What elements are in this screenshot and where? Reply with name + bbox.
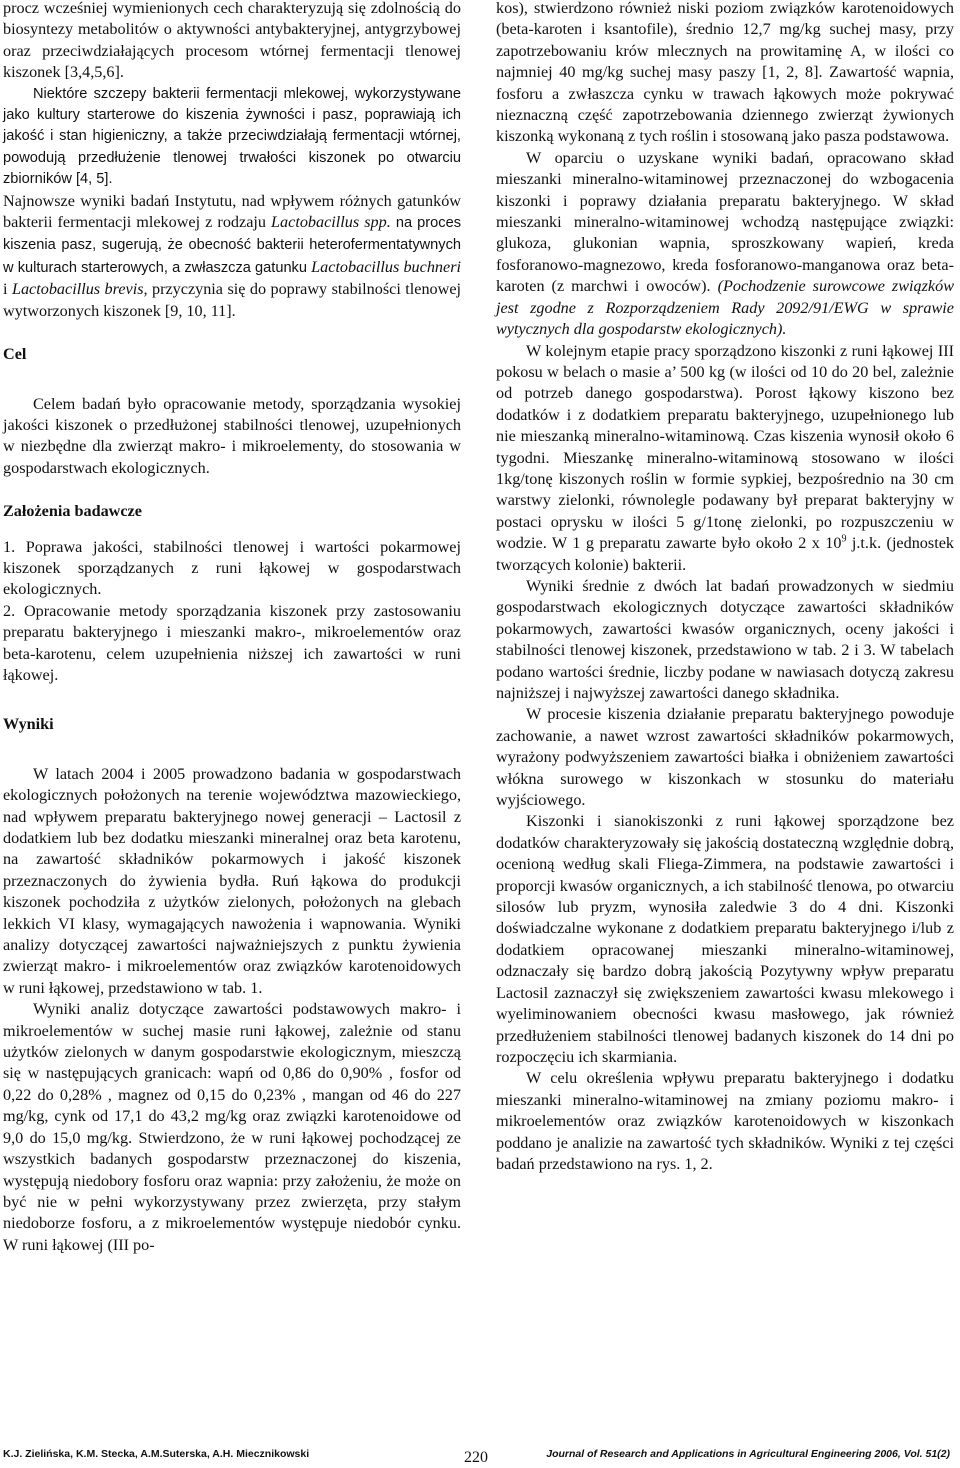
species-name: Lactobacillus brevis, (11, 280, 148, 299)
regulation-note: (Pochodzenie surowcowe związków jest zgodne z Rozporządzeniem Rady 2092/91/EWG w sprawie wytycznych dla gospodarstw ekologicznych). (496, 277, 954, 339)
paragraph-carotenoids: kos), stwierdzono również niski poziom związków karotenoidowych (beta-karoten i ksantofile), średnio 12,7 mg/kg suchej masy, przy zapotrzebowaniu krów mlecznych na prowitaminę A, w ilości co najmniej 40 mg/kg suchej masy paszy [1, 2, 8]. Zawartość wapnia, fosforu a zwłaszcza cynku w trawach łąkowych może pokrywać nieznaczną część zapotrzebowania dziennego zwierząt żywionych kiszonką wykonaną z tych roślin i stosowaną jako pasza podstawowa. (496, 0, 954, 146)
assumption-2: 2. Opracowanie metody sporządzania kiszonek przy zastosowaniu preparatu bakteryjnego i mieszanki makro-, mikroelementów oraz beta-karotenu, celem uzupełnienia niższej ich zawartości w runi łąkowej. (3, 601, 461, 684)
species-name: Lactobacillus spp. (271, 213, 391, 232)
heading-wyniki: Wyniki (3, 715, 54, 734)
page-footer (0, 1440, 960, 1468)
assumption-1: 1. Poprawa jakości, stabilności tlenowej i wartości pokarmowej kiszonek sporządzanych z runi łąkowej w gospodarstwach ekologicznych. (3, 537, 461, 599)
paragraph-starter-cultures: Niektóre szczepy bakterii fermentacji mlekowej, wykorzystywane jako kultury starterowe do kiszenia żywności i pasz, poprawiają ich jakość i stan higieniczny, a także przeciwdziałają fermentacji wtórnej, powodują przedłużenie tlenowej trwałości kiszonek po otwarciu zbiorników [4, 5]. (3, 85, 461, 188)
text-segment: j.t.k. (jednostek tworzących kolonie) bakterii. (496, 534, 954, 574)
text-segment: i (3, 280, 12, 299)
paragraph-cel: Celem badań było opracowanie metody, sporządzania wysokiej jakości kiszonek o przedłużonej stabilności tlenowej, uzupełnionych w niezbędne dla zwierząt makro- i mikroelementy, do stosowania w gospodarstwach ekologicznych. (3, 394, 461, 477)
paragraph-intro-continued: procz wcześniej wymienionych cech charakteryzują się zdolnością do biosyntezy metabolitów o aktywności antybakteryjnej, antygrzybowej oraz przeciwdziałających procesom wtórnej fermentacji tlenowej kiszonek [3,4,5,6]. (3, 0, 461, 82)
heading-cel: Cel (3, 345, 27, 364)
footer-journal: Journal of Research and Applications in Agricultural Engineering 2006, Vol. 51(2) (546, 1448, 950, 1460)
paragraph-wyniki-1: W latach 2004 i 2005 prowadzono badania w gospodarstwach ekologicznych położonych na terenie województwa mazowieckiego, nad wpływem preparatu bakteryjnego nowej generacji – Lactosil z dodatkiem lub bez dodatku mieszanki mineralnej oraz beta karotenu, na zawartość składników pokarmowych i jakość kiszonek przeznaczonych do żywienia bydła. Ruń łąkowa do produkcji kiszonek pochodziła z użytków zielonych, położonych na glebach lekkich VI klasy, wymagających nawożenia i wapnowania. Wyniki analizy dotyczącej zawartości najważniejszych z punktu żywienia zwierząt makro- i mikroelementów oraz związków karotenoidowych w runi łąkowej, przedstawiono w tab. 1. (3, 764, 461, 997)
paragraph-mineral-mix (496, 148, 954, 341)
paragraph-silage-preparation (496, 341, 954, 576)
page-number: 220 (464, 1449, 488, 1466)
paragraph-macro-micro: W celu określenia wpływu preparatu bakteryjnego i dodatku mieszanki mineralno-witaminowej na zmiany poziomu makro- i mikroelementów oraz związków karotenoidowych w kiszonkach poddano je analizie na zawartość tych składników. Wyniki z tej części badań przedstawiono na rys. 1, 2. (496, 1069, 954, 1173)
left-column (3, 0, 461, 1256)
right-column (496, 0, 954, 1175)
text-segment: na proces kiszenia pasz, sugerują, że obecność bakterii heterofermentatywnych w kulturach starterowych, a zwłaszcza gatunku (3, 215, 461, 276)
paragraph-wyniki-2: Wyniki analiz dotyczące zawartości podstawowych makro- i mikroelementów w suchej masie runi łąkowej, zależnie od stanu użytków zielonych w danym gospodarstwie ekologicznym, mieszczą się w następujących granicach: wapń od 0,86 do 0,90% , fosfor od 0,22 do 0,28% , magnez od 0,15 do 0,23% , mangan od 46 do 227 mg/kg, cynk od 17,1 do 43,2 mg/kg oraz związki karotenoidowe od 9,0 do 15,0 mg/kg. Stwierdzono, że w runi łąkowej pochodzącej ze wszystkich badanych gospodarstw przeznaczonej do kiszenia, występują niedobory fosforu oraz wapnia: przy założeniu, że może on być nie w pełni wykorzystywany przez zwierzęta, przy stałym niedoborze fosforu, a z mikroelementów występuje niedobór cynku. W runi łąkowej (III po- (3, 1000, 461, 1254)
footer-authors: K.J. Zielińska, K.M. Stecka, A.M.Suterska, A.H. Miecznikowski (3, 1448, 310, 1460)
paragraph-ensiling-process: W procesie kiszenia działanie preparatu bakteryjnego powoduje zachowanie, a nawet wzrost zawartości składników pokarmowych, wyrażony podwyższeniem zawartości białka i obniżeniem zawartości włókna surowego w kiszonkach w stosunku do materiału wyjściowego. (496, 705, 954, 810)
paragraph-latest-results (3, 191, 461, 322)
text-segment: przyczynia się do poprawy stabilności tlenowej wytworzonych kiszonek [9, 10, 11]. (3, 280, 462, 320)
paragraph-silage-quality: Kiszonki i sianokiszonki z runi łąkowej sporządzone bez dodatków charakteryzowały się jakością dostateczną względnie dobrą, ocenioną według skali Fliega-Zimmera, na podstawie zawartości i proporcji kwasów organicznych, a ich stabilność tlenowa, po otwarciu silosów lub pryzm, wynosiła zaledwie 3 do 4 dni. Kiszonki doświadczalne wykonane z dodatkiem preparatu bakteryjnego i/lub z dodatkiem opracowanej mieszanki mineralno-witaminowej, odznaczały się bardzo dobrą jakością Pozytywny wpływ preparatu Lactosil zaznaczył się zwiększeniem zawartości kwasu mlekowego i wyeliminowaniem obecności kwasu masłowego, jak również przedłużeniem stabilności tlenowej badanych kiszonek do 14 dni po rozpoczęciu ich skarmiania. (496, 812, 954, 1066)
paragraph-average-results: Wyniki średnie z dwóch lat badań prowadzonych w siedmiu gospodarstwach ekologicznych dotyczące zawartości składników pokarmowych, zawartości kwasów organicznych, oceny jakości i stabilności tlenowej kiszonek, przedstawiono w tab. 2 i 3. W tabelach podano wartości średnie, liczby podane w nawiasach dotyczą zakresu najniższej i najwyższej zawartości danego składnika. (496, 576, 954, 702)
heading-zalozenia: Założenia badawcze (3, 502, 142, 521)
exponent: 9 (841, 533, 847, 545)
text-segment: W oparciu o uzyskane wyniki badań, opracowano skład mieszanki mineralno-witaminowej przeznaczonej do wzbogacenia kiszonki i poprawy działania preparatu bakteryjnego. W skład mieszanki mineralno-witaminowej wchodzą następujące związki: glukoza, glukonian wapnia, sproszkowany wapień, kreda fosforanowo-magnezowo, kreda fosforanowo-manganowa oraz beta-karoten (z marchwi i owoców). (496, 148, 954, 296)
text-segment: Najnowsze wyniki badań Instytutu, nad wpływem różnych gatunków bakterii fermentacji mlekowej z rodzaju (3, 191, 461, 232)
species-name: Lactobacillus buchneri (311, 257, 461, 276)
text-segment: W kolejnym etapie pracy sporządzono kiszonki z runi łąkowej III pokosu w belach o masie a’ 500 kg (w ilości od 10 do 20 bel, zależnie od potrzeb danego gospodarstwa). Porost łąkowy kiszono bez dodatków i z dodatkiem preparatu bakteryjnego, uzupełnionego lub nie mieszanką mineralno-witaminową. Czas kiszenia wynosił około 6 tygodni. Mieszankę mineralno-witaminową stosowano w ilości 1kg/tonę kiszonych roślin w formie sypkiej, bezpośrednio na 30 cm warstwy zielonki, równolegle podawany był preparat bakteryjny w postaci oprysku w ilości 5 g/1tonę zielonki, po rozpuszczeniu w wodzie. W 1 g preparatu zawarte było około 2 x 10 (496, 341, 954, 553)
